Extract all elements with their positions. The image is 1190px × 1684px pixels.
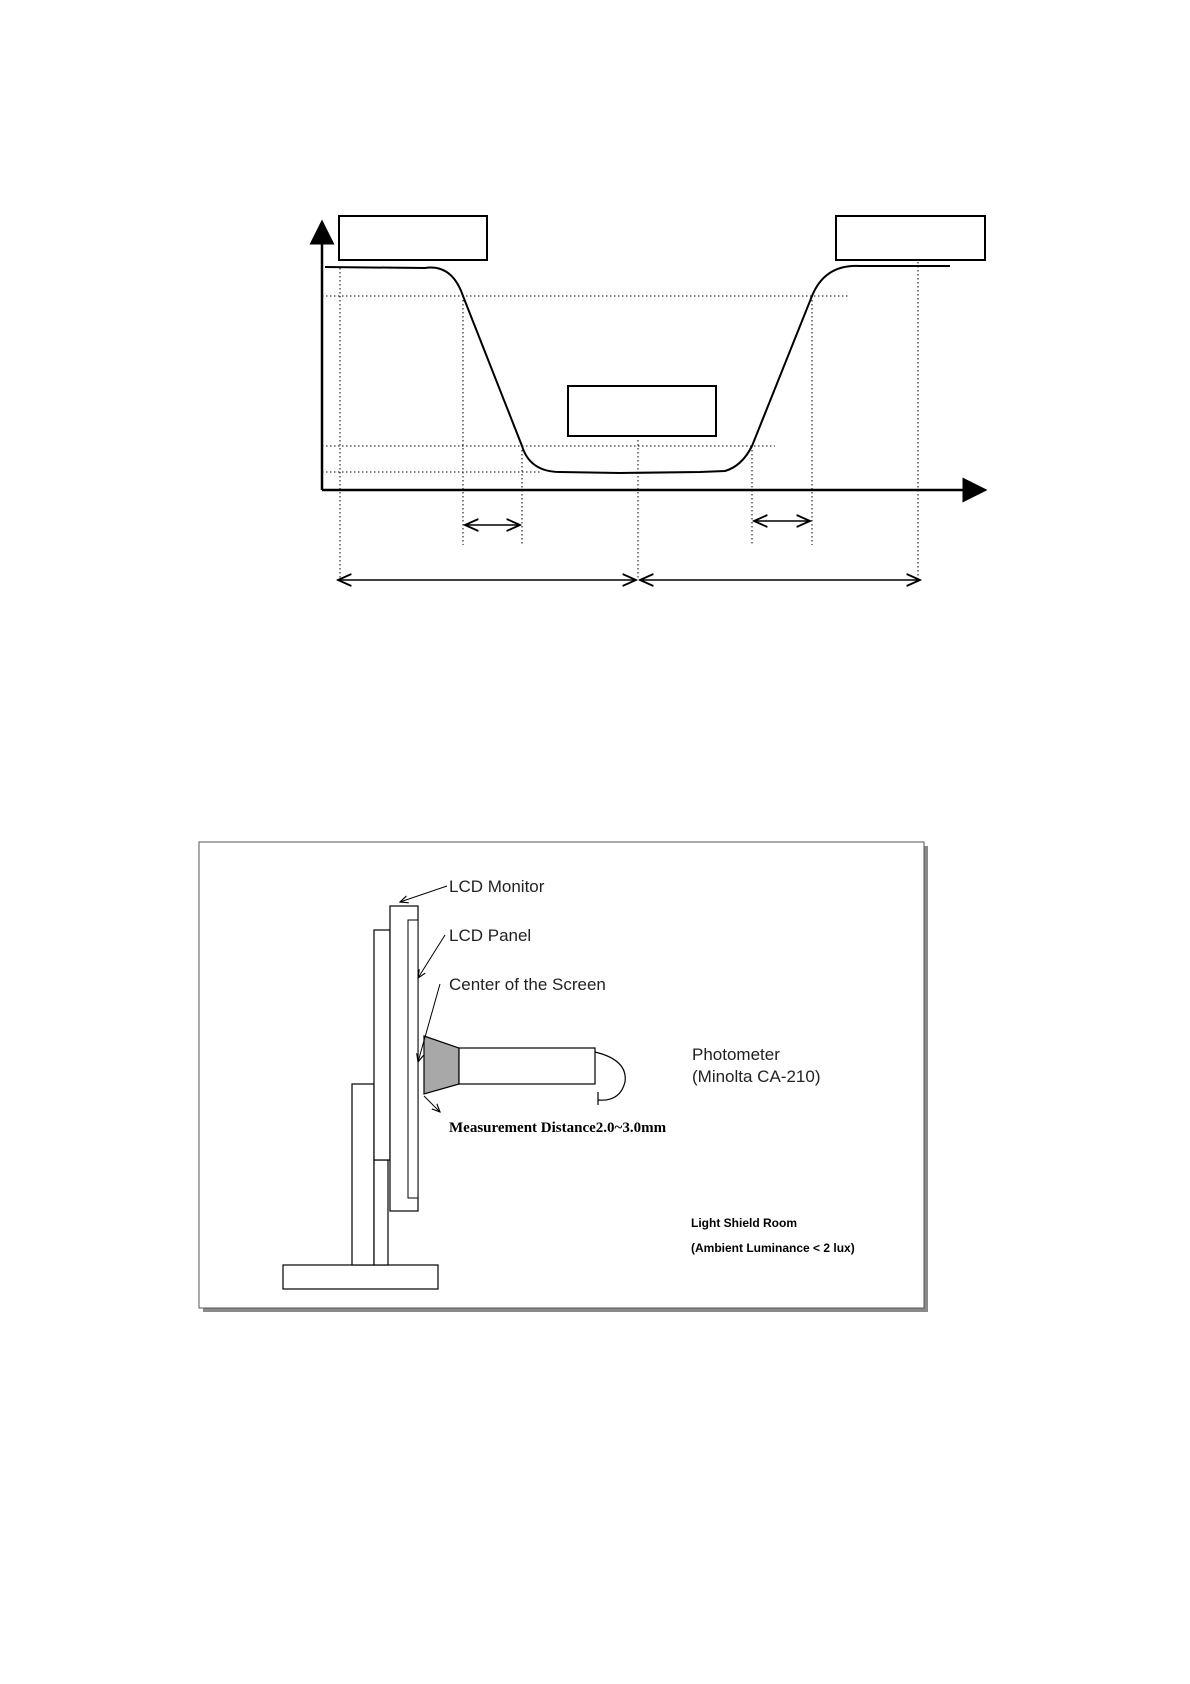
monitor-back: [374, 930, 390, 1160]
monitor-base: [283, 1265, 438, 1289]
light-shield-room-label: Light Shield Room: [691, 1216, 797, 1230]
luminance-waveform: [325, 266, 950, 473]
photometer-model-label: (Minolta CA-210): [692, 1067, 821, 1086]
stand-neck: [374, 1160, 388, 1265]
lcd-panel-label: LCD Panel: [449, 926, 532, 945]
monitor-stand: [352, 1084, 374, 1265]
level-lines: [322, 296, 850, 472]
photometer-label: Photometer: [692, 1045, 780, 1064]
center-of-screen-label: Center of the Screen: [449, 975, 606, 994]
label-box-center: [568, 386, 716, 436]
ambient-luminance-label: (Ambient Luminance < 2 lux): [691, 1241, 855, 1255]
response-time-diagram: [0, 0, 1190, 620]
label-box-right: [836, 216, 985, 260]
lcd-panel: [408, 920, 418, 1198]
lcd-monitor-label: LCD Monitor: [449, 877, 545, 896]
measurement-setup-diagram: [0, 830, 1190, 1330]
photometer-body: [459, 1048, 595, 1084]
measurement-distance-label: Measurement Distance2.0~3.0mm: [449, 1120, 667, 1136]
label-box-left: [339, 216, 487, 260]
